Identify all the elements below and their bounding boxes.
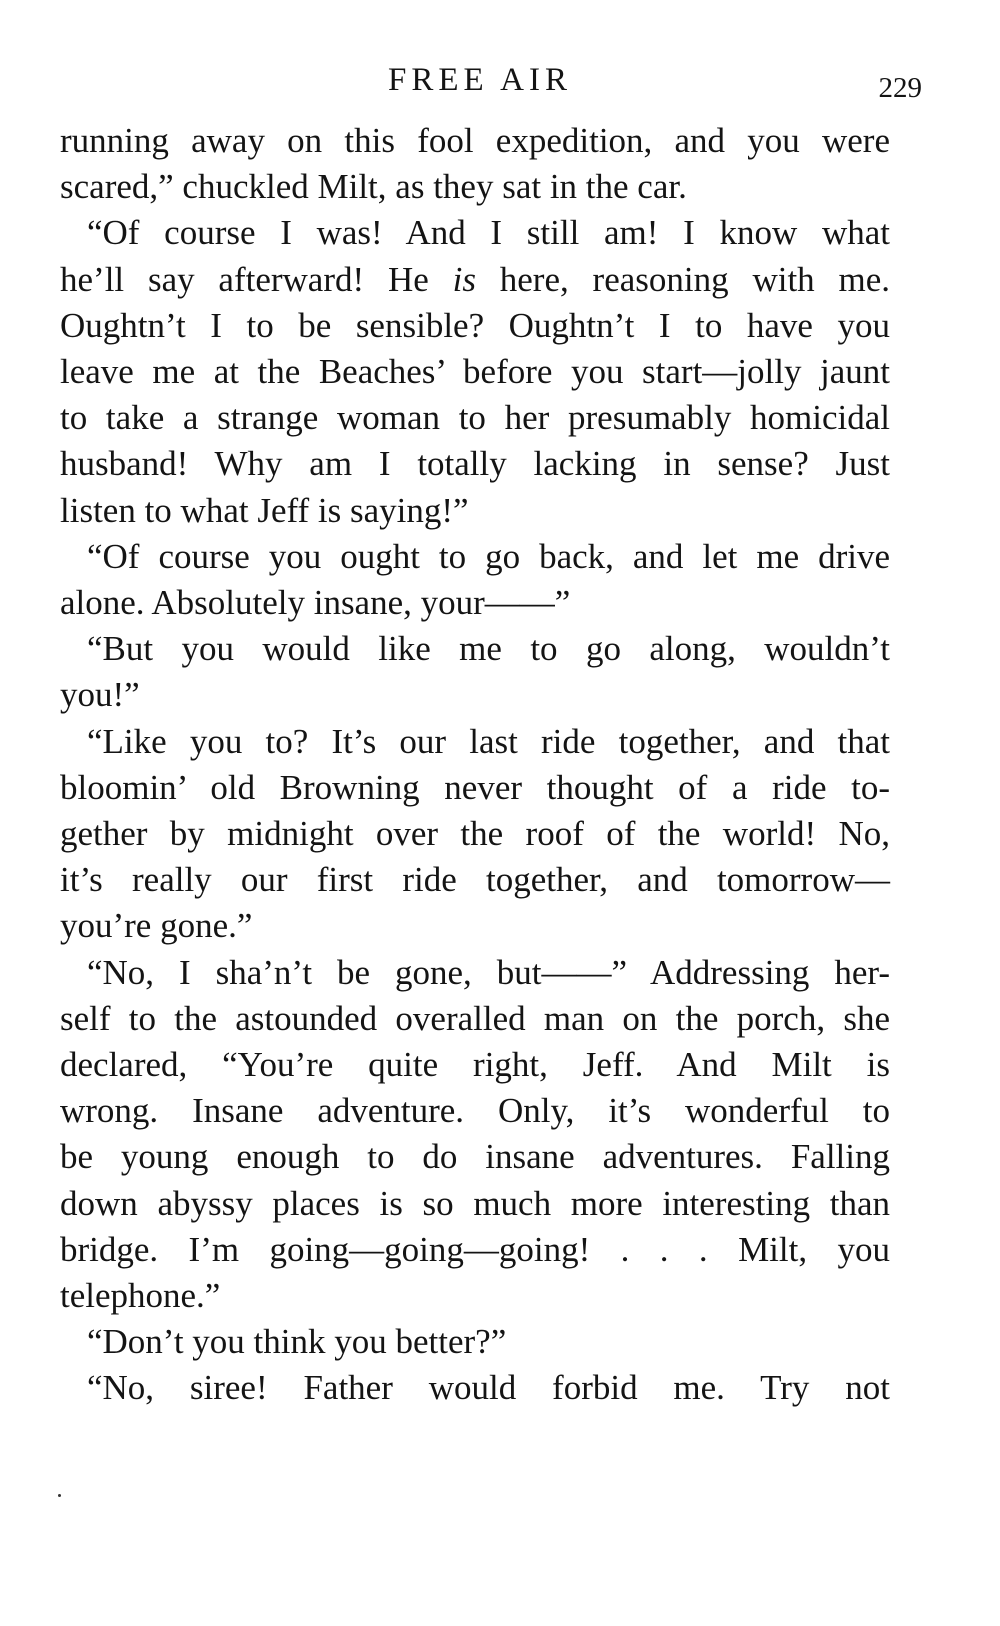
text-line: it’s really our first ride together, and tomorrow— [60,860,890,900]
text-line: to take a strange woman to her presumably homicidal [60,398,890,438]
text-line: you’re gone.” [60,906,253,946]
text-line: bloomin’ old Browning never thought of a ride to- [60,767,890,807]
text-line: listen to what Jeff is saying!” [60,490,469,530]
text-line: “No, siree! Father would forbid me. Try not [87,1368,890,1408]
text-line: you!” [60,675,140,715]
text-line: Oughtn’t I to be sensible? Oughtn’t I to have you [60,305,890,345]
text-line: scared,” chuckled Milt, as they sat in the car. [60,167,687,207]
text-line: telephone.” [60,1276,221,1316]
text-line: alone. Absolutely insane, your——” [60,583,571,623]
text-line: wrong. Insane adventure. Only, it’s wonderful to [60,1091,890,1131]
text-line: declared, “You’re quite right, Jeff. And Milt is [60,1045,890,1085]
text-line: husband! Why am I totally lacking in sense? Just [60,444,890,484]
emphasis: is [452,259,476,299]
text-line: “No, I sha’n’t be gone, but——” Addressing her- [87,952,890,992]
text-line: down abyssy places is so much more interesting than [60,1183,890,1223]
body-text [60,118,890,1412]
text-line: leave me at the Beaches’ before you start—jolly jaunt [60,352,890,392]
text-line: he’ll say afterward! He is here, reasoning with me. [60,259,890,299]
stray-ink-mark [58,1494,61,1497]
text-line: gether by midnight over the roof of the world! No, [60,814,890,854]
text-line: “But you would like me to go along, wouldn’t [87,629,890,669]
text-line: be young enough to do insane adventures. Falling [60,1137,890,1177]
running-title: FREE AIR [388,62,572,98]
text-line: “Of course you ought to go back, and let me drive [87,536,890,576]
text-line: self to the astounded overalled man on the porch, she [60,998,890,1038]
page-number: 229 [878,72,922,104]
text-line: “Of course I was! And I still am! I know what [87,213,890,253]
text-line: bridge. I’m going—going—going! . . . Milt, you [60,1229,890,1269]
text-line: “Don’t you think you better?” [87,1322,507,1362]
text-line: “Like you to? It’s our last ride together, and that [87,721,890,761]
text-line: running away on this fool expedition, and you were [60,121,890,160]
running-head [0,58,1000,108]
